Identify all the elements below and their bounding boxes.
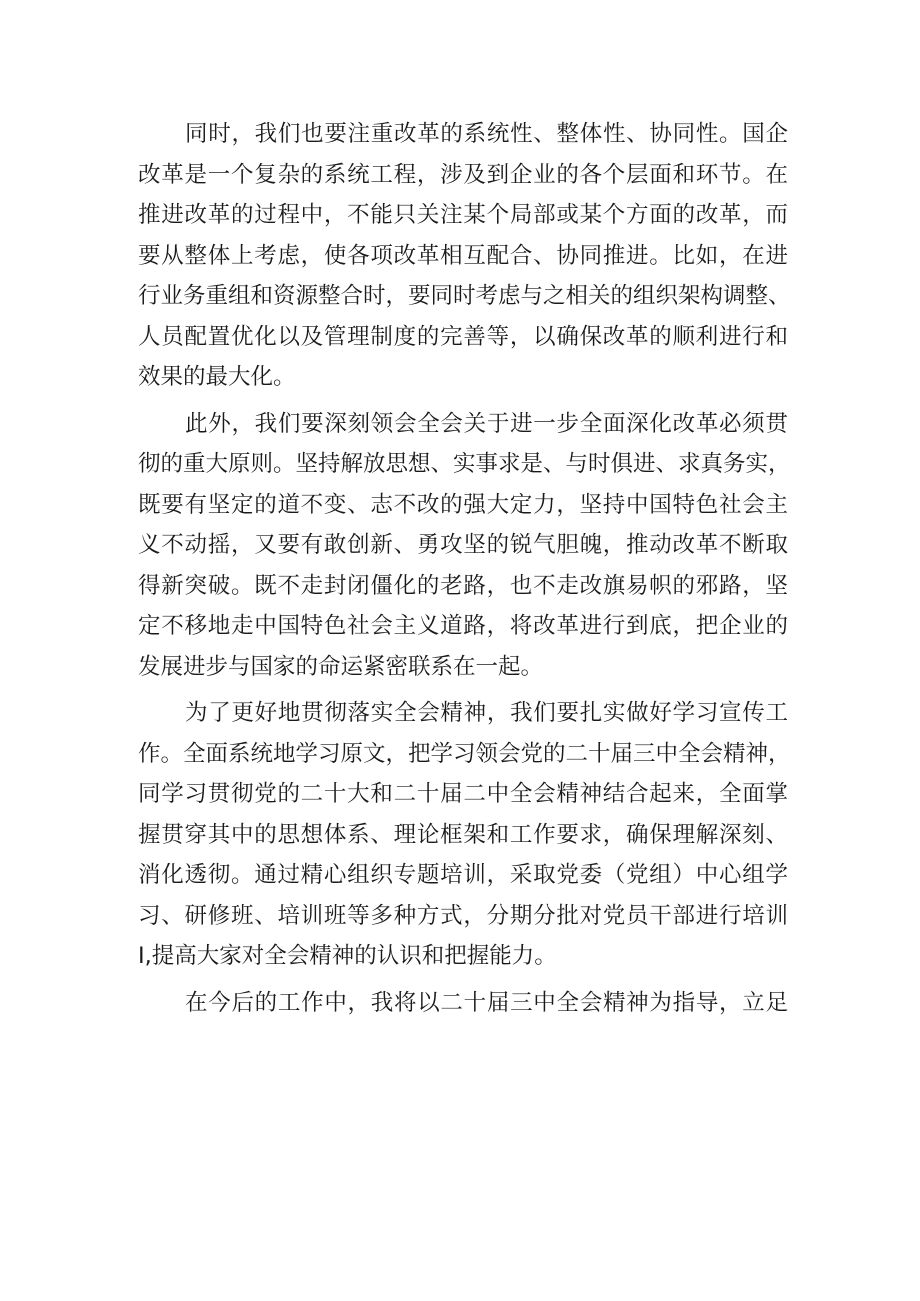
paragraph-line: 定不移地走中国特色社会主义道路，将改革进行到底，把企业的 bbox=[138, 613, 788, 639]
document-body bbox=[138, 114, 791, 1023]
paragraph-line: 习、研修班、培训班等多种方式，分期分批对党员干部进行培训 bbox=[138, 902, 788, 929]
paragraph-line: 消化透彻。通过精心组织专题培训，采取党委（党组）中心组学 bbox=[138, 862, 788, 888]
paragraph-line: 同时，我们也要注重改革的系统性、整体性、协同性。国企 bbox=[185, 121, 788, 147]
paragraph-line: 改革是一个复杂的系统工程，涉及到企业的各个层面和环节。在 bbox=[138, 161, 788, 188]
paragraph-line: 此外，我们要深刻领会全会关于进一步全面深化改革必须贯 bbox=[185, 410, 788, 437]
paragraph-line: 义不动摇，又要有敢创新、勇攻坚的锐气胆魄，推动改革不断取 bbox=[138, 532, 788, 558]
paragraph-1 bbox=[138, 114, 791, 398]
paragraph-line: 行业务重组和资源整合时，要同时考虑与之相关的组织架构调整、 bbox=[138, 283, 791, 309]
paragraph-line: 在今后的工作中，我将以二十届三中全会精神为指导，立足 bbox=[185, 989, 788, 1016]
paragraph-line: 人员配置优化以及管理制度的完善等，以确保改革的顺利进行和 bbox=[138, 323, 788, 350]
paragraph-line: I,提高大家对全会精神的认识和把握能力。 bbox=[138, 943, 557, 969]
paragraph-line: 握贯穿其中的思想体系、理论框架和工作要求，确保理解深刻、 bbox=[138, 821, 788, 848]
paragraph-line: 既要有坚定的道不变、志不改的强大定力，坚持中国特色社会主 bbox=[138, 491, 788, 518]
paragraph-3 bbox=[138, 693, 791, 977]
paragraph-line: 为了更好地贯彻落实全会精神，我们要扎实做好学习宣传工 bbox=[185, 700, 788, 726]
paragraph-line: 推进改革的过程中，不能只关注某个局部或某个方面的改革，而 bbox=[138, 202, 788, 228]
paragraph-2 bbox=[138, 404, 791, 688]
paragraph-line: 效果的最大化。 bbox=[138, 364, 296, 390]
paragraph-line: 发展进步与国家的命运紧密联系在一起。 bbox=[138, 653, 544, 680]
paragraph-line: 作。全面系统地学习原文，把学习领会党的二十届三中全会精神， bbox=[138, 740, 791, 767]
paragraph-line: 彻的重大原则。坚持解放思想、实事求是、与时俱进、求真务实， bbox=[138, 451, 791, 477]
paragraph-4 bbox=[138, 983, 788, 1024]
paragraph-line: 同学习贯彻党的二十大和二十届二中全会精神结合起来，全面掌 bbox=[138, 781, 788, 807]
paragraph-line: 要从整体上考虑，使各项改革相互配合、协同推进。比如，在进 bbox=[138, 242, 788, 269]
paragraph-line: 得新突破。既不走封闭僵化的老路，也不走改旗易帜的邪路，坚 bbox=[138, 572, 788, 599]
